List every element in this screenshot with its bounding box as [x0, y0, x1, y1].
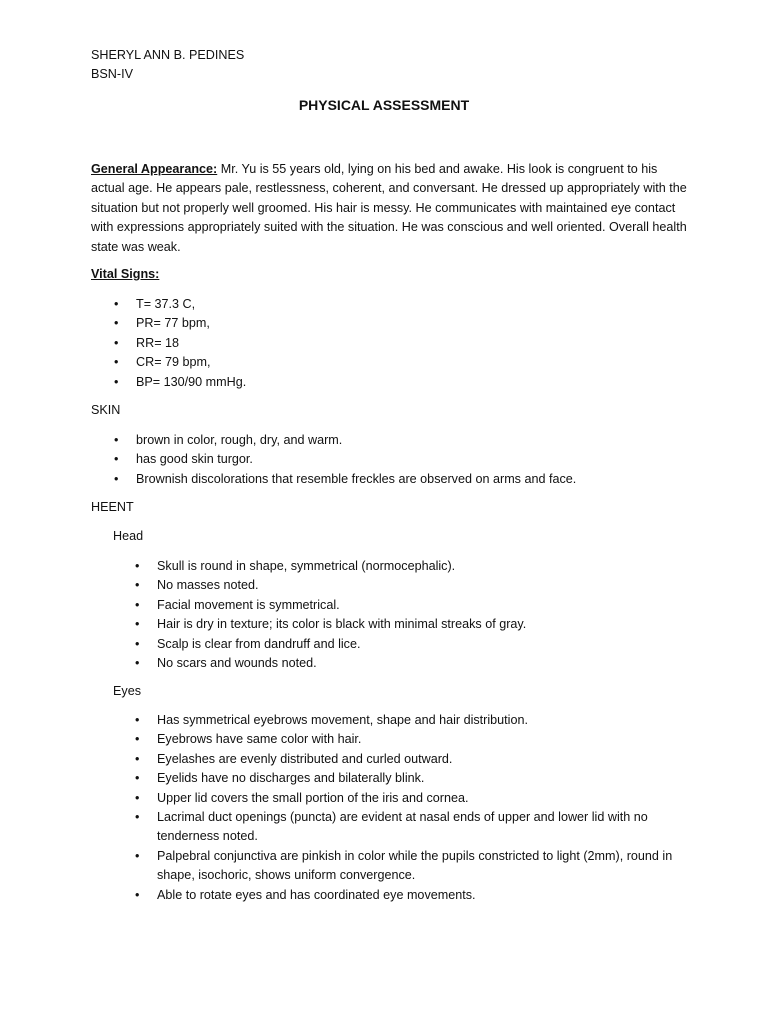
list-item: • BP= 130/90 mmHg.	[114, 373, 246, 392]
list-item: • Able to rotate eyes and has coordinated eye movements.	[135, 886, 695, 905]
head-heading: Head	[113, 529, 144, 543]
list-item: • has good skin turgor.	[114, 450, 576, 469]
list-item: • Hair is dry in texture; its color is black with minimal streaks of gray.	[135, 615, 526, 634]
list-item: • PR= 77 bpm,	[114, 314, 246, 333]
list-item: • Facial movement is symmetrical.	[135, 596, 526, 615]
list-item: • RR= 18	[114, 334, 246, 353]
list-item: • Palpebral conjunctiva are pinkish in color while the pupils constricted to light (2mm), round in shape, isochoric, shows uniform convergence.	[135, 847, 695, 886]
list-item: • T= 37.3 C,	[114, 295, 246, 314]
vital-signs-list	[114, 295, 246, 392]
list-item: • Has symmetrical eyebrows movement, shape and hair distribution.	[135, 711, 695, 730]
list-item: • Brownish discolorations that resemble freckles are observed on arms and face.	[114, 470, 576, 489]
list-item: • Upper lid covers the small portion of the iris and cornea.	[135, 789, 695, 808]
eyes-heading: Eyes	[113, 684, 141, 698]
general-appearance-heading: General Appearance:	[91, 162, 218, 176]
list-item: • Eyebrows have same color with hair.	[135, 730, 695, 749]
list-item: • CR= 79 bpm,	[114, 353, 246, 372]
course-label: BSN-IV	[91, 67, 133, 81]
general-appearance-paragraph	[91, 160, 691, 257]
page-title: PHYSICAL ASSESSMENT	[298, 97, 470, 113]
skin-list	[114, 431, 576, 489]
list-item: • No scars and wounds noted.	[135, 654, 526, 673]
list-item: • brown in color, rough, dry, and warm.	[114, 431, 576, 450]
head-list	[135, 557, 526, 673]
heent-heading: HEENT	[91, 500, 134, 514]
list-item: • Eyelids have no discharges and bilaterally blink.	[135, 769, 695, 788]
list-item: • No masses noted.	[135, 576, 526, 595]
general-appearance-text: Mr. Yu is 55 years old, lying on his bed and awake. His look is congruent to his actual age. He appears pale, restlessness, coherent, and conversant. He dressed up appropriately with the situation but not properly well groomed. His hair is messy. He communicates with maintained eye contact with expressions appropriately suited with the situation. He was conscious and well oriented. Overall health state was weak.	[91, 162, 687, 254]
skin-heading: SKIN	[91, 403, 121, 417]
list-item: • Lacrimal duct openings (puncta) are evident at nasal ends of upper and lower lid with no tenderness noted.	[135, 808, 695, 847]
list-item: • Skull is round in shape, symmetrical (normocephalic).	[135, 557, 526, 576]
list-item: • Eyelashes are evenly distributed and curled outward.	[135, 750, 695, 769]
vital-signs-heading: Vital Signs:	[91, 267, 160, 281]
eyes-list	[135, 711, 695, 905]
list-item: • Scalp is clear from dandruff and lice.	[135, 635, 526, 654]
author-name: SHERYL ANN B. PEDINES	[91, 48, 245, 62]
